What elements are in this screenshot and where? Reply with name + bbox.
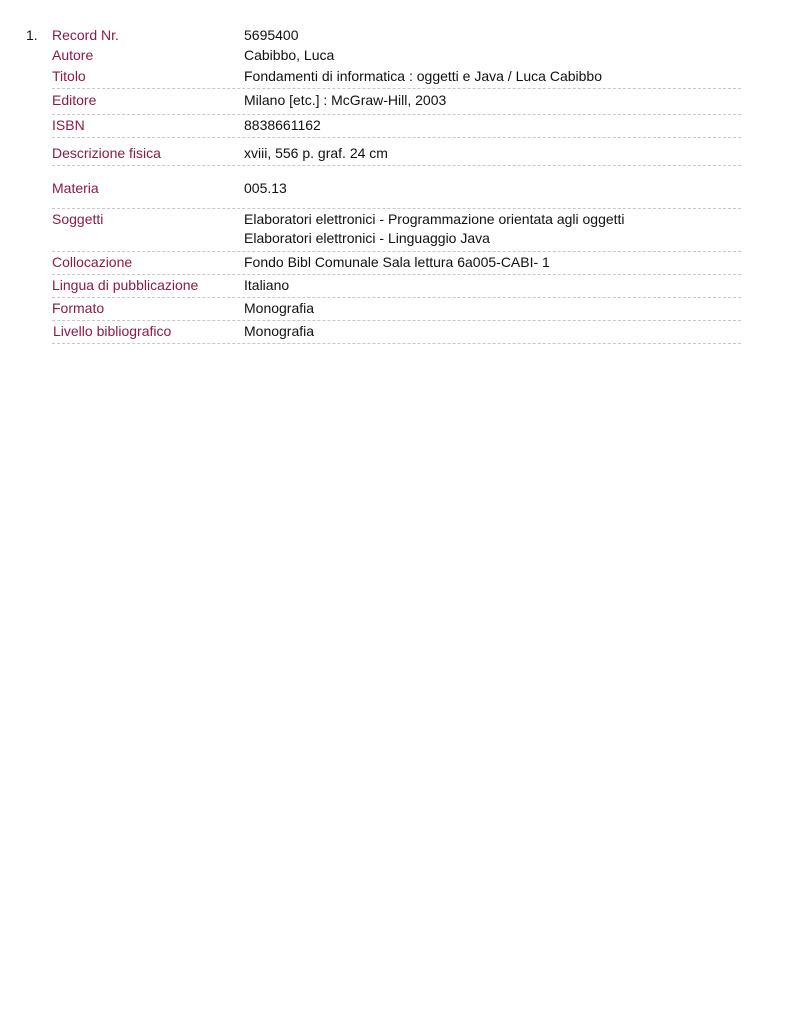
- field-label: Descrizione fisica: [52, 145, 161, 161]
- field-value: Monografia: [244, 323, 315, 339]
- field-label: Livello bibliografico: [53, 323, 172, 339]
- field-label: Lingua di pubblicazione: [52, 277, 199, 293]
- field-label: Editore: [52, 92, 97, 108]
- field-livello-bibliografico: [52, 321, 741, 344]
- field-value: 8838661162: [244, 117, 321, 133]
- field-value: Cabibbo, Luca: [244, 47, 335, 63]
- record-index: 1.: [26, 27, 38, 43]
- field-value: Milano [etc.] : McGraw-Hill, 2003: [244, 92, 447, 108]
- field-value: 5695400: [244, 27, 299, 43]
- field-collocazione: [52, 252, 741, 275]
- field-label: ISBN: [52, 117, 85, 133]
- field-soggetti: [52, 209, 741, 252]
- field-descrizione-fisica: [52, 138, 741, 166]
- subject-entry: Elaboratori elettronici - Linguaggio Java: [244, 230, 490, 246]
- field-value: 005.13: [244, 180, 287, 196]
- field-value: Monografia: [244, 300, 315, 316]
- field-titolo: [52, 67, 741, 89]
- field-label: Formato: [52, 300, 105, 316]
- field-isbn: [52, 115, 741, 138]
- field-label: Collocazione: [52, 254, 133, 270]
- field-value-list: [244, 210, 625, 248]
- field-label: Soggetti: [52, 211, 104, 227]
- field-value: Fondamenti di informatica : oggetti e Java / Luca Cabibbo: [244, 68, 602, 84]
- field-editore: [52, 89, 741, 115]
- subject-entry: Elaboratori elettronici - Programmazione orientata agli oggetti: [244, 211, 625, 227]
- field-label: Autore: [52, 47, 94, 63]
- field-value: Italiano: [244, 277, 290, 293]
- field-label: Materia: [52, 180, 99, 196]
- field-formato: [52, 298, 741, 321]
- field-value: Fondo Bibl Comunale Sala lettura 6a005-CABI- 1: [244, 254, 550, 270]
- field-label: Titolo: [52, 68, 86, 84]
- field-record-number: [52, 26, 741, 46]
- field-value: xviii, 556 p. graf. 24 cm: [244, 145, 388, 161]
- field-autore: [52, 46, 741, 66]
- field-label: Record Nr.: [52, 27, 119, 43]
- field-materia: [52, 166, 741, 209]
- field-lingua-di-pubblicazione: [52, 275, 741, 298]
